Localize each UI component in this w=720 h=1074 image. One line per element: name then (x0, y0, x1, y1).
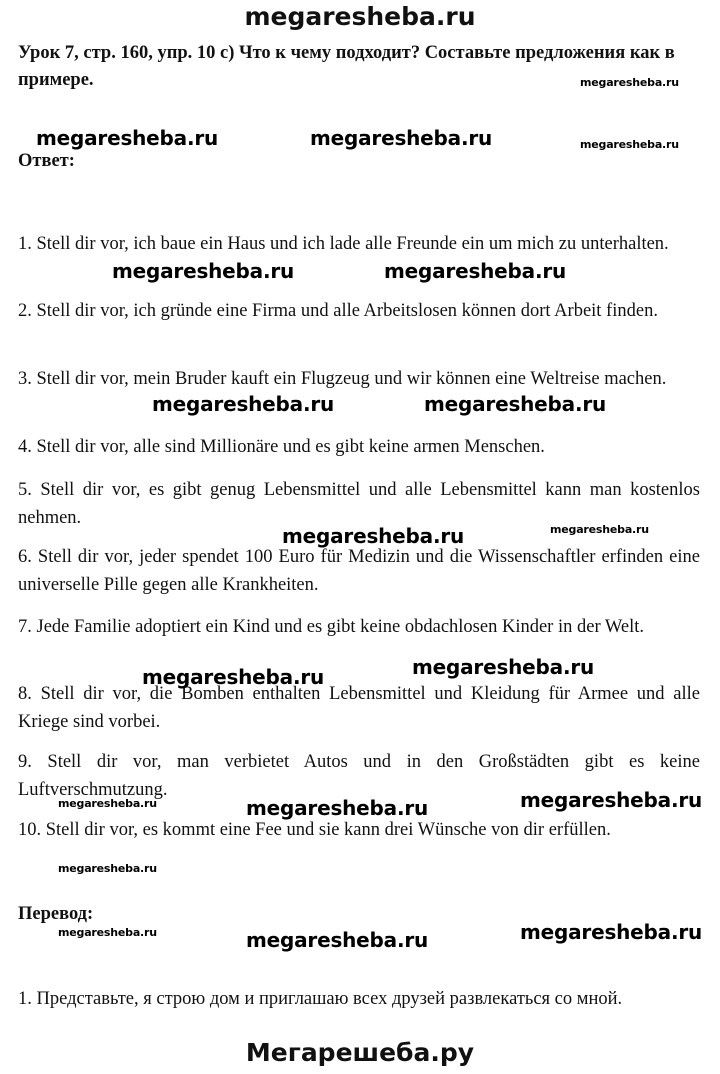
answer-item-9: 9. Stell dir vor, man verbietet Autos und in den Großstädten gibt es keine Luftverschmutzung. (18, 752, 700, 800)
watermark: megaresheba.ru (384, 259, 567, 283)
answer-item-4: 4. Stell dir vor, alle sind Millionäre und es gibt keine armen Menschen. (18, 437, 545, 457)
watermark: megaresheba.ru (412, 655, 595, 679)
watermark: megaresheba.ru (112, 259, 295, 283)
watermark: megaresheba.ru (424, 392, 607, 416)
watermark: megaresheba.ru (520, 920, 703, 944)
watermark: megaresheba.ru (246, 796, 429, 820)
answer-item-7: 7. Jede Familie adoptiert ein Kind und es gibt keine obdachlosen Kinder in der Welt. (18, 617, 644, 637)
answer-item-2: 2. Stell dir vor, ich gründe eine Firma und alle Arbeitslosen können dort Arbeit finden. (18, 301, 658, 321)
watermark: megaresheba.ru (36, 126, 219, 150)
watermark: megaresheba.ru (58, 862, 157, 875)
watermark: megaresheba.ru (58, 797, 157, 810)
watermark: megaresheba.ru (142, 665, 325, 689)
answer-item-1: 1. Stell dir vor, ich baue ein Haus und ich lade alle Freunde ein um mich zu unterhalten. (18, 234, 669, 254)
answer-heading: Ответ: (18, 151, 75, 171)
watermark: megaresheba.ru (580, 76, 679, 89)
watermark: megaresheba.ru (310, 126, 493, 150)
task-statement: Урок 7, стр. 160, упр. 10 с) Что к чему подходит? Составьте предложения как в примере. (18, 43, 675, 90)
watermark: megaresheba.ru (520, 788, 703, 812)
watermark: megaresheba.ru (282, 524, 465, 548)
answer-item-5: 5. Stell dir vor, es gibt genug Lebensmittel und alle Lebensmittel kann man kostenlos nehmen. (18, 480, 700, 528)
answer-item-8: 8. Stell dir vor, die Bomben enthalten Lebensmittel und Kleidung für Armee und alle Kriege sind vorbei. (18, 684, 700, 732)
watermark: megaresheba.ru (246, 928, 429, 952)
watermark: megaresheba.ru (58, 926, 157, 939)
watermark: megaresheba.ru (152, 392, 335, 416)
site-footer: Мегарешеба.ру (245, 1038, 475, 1067)
answer-item-6: 6. Stell dir vor, jeder spendet 100 Euro für Medizin und die Wissenschaftler erfinden eine universelle Pille gegen alle Krankheiten. (18, 547, 700, 595)
answer-item-3: 3. Stell dir vor, mein Bruder kauft ein Flugzeug und wir können eine Weltreise machen. (18, 369, 667, 389)
watermark: megaresheba.ru (550, 523, 649, 536)
site-header: megaresheba.ru (244, 2, 476, 31)
translation-item-1: 1. Представьте, я строю дом и приглашаю всех друзей развлекаться со мной. (18, 989, 623, 1009)
translation-heading: Перевод: (18, 904, 94, 924)
answer-item-10: 10. Stell dir vor, es kommt eine Fee und sie kann drei Wünsche von dir erfüllen. (18, 820, 611, 840)
watermark: megaresheba.ru (580, 138, 679, 151)
